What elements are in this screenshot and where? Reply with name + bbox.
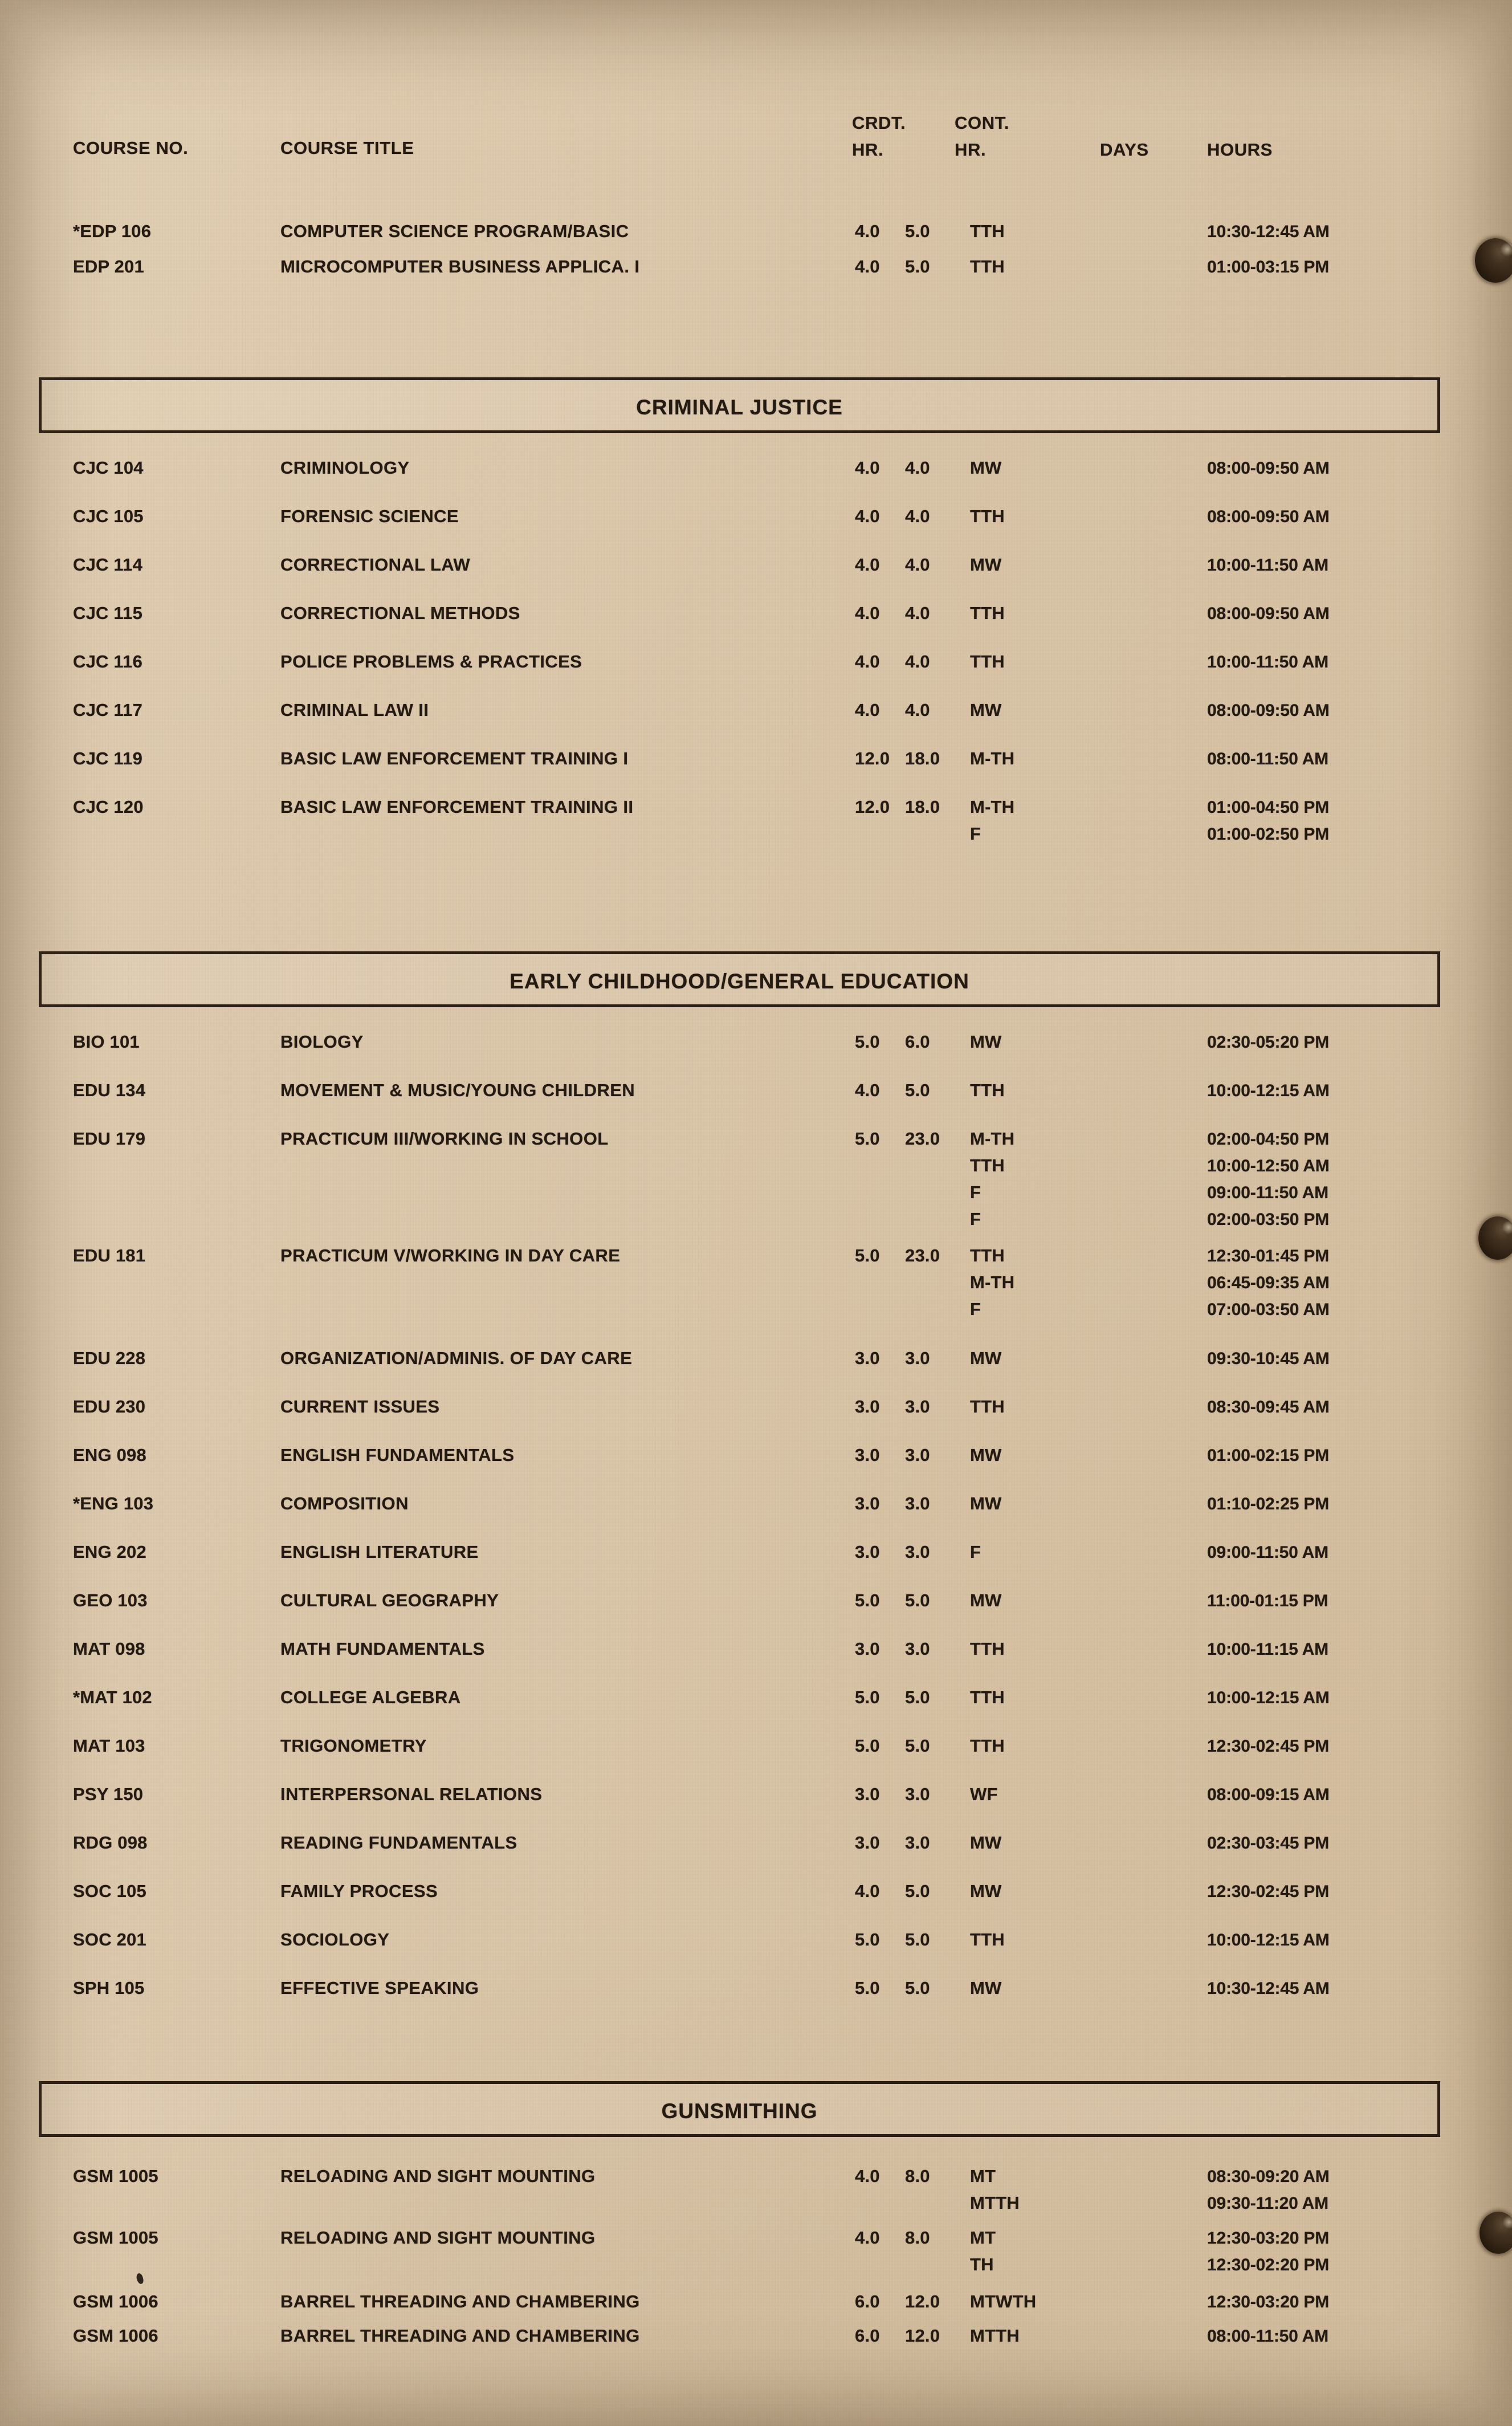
cell-course-title: SOCIOLOGY	[280, 1930, 390, 1949]
cell-days: TTH	[970, 1155, 1005, 1175]
cell-credit-hours: 3.0	[855, 1493, 880, 1513]
cell-course-title: CRIMINAL LAW II	[280, 700, 429, 720]
cell-hours: 02:30-05:20 PM	[1207, 1033, 1329, 1052]
cell-hours: 08:00-09:15 AM	[1207, 1785, 1330, 1804]
cell-contact-hours: 3.0	[905, 1493, 930, 1513]
cell-days: MW	[970, 555, 1002, 575]
section-title: CRIMINAL JUSTICE	[636, 396, 843, 419]
cell-hours: 10:00-11:15 AM	[1207, 1640, 1328, 1659]
cell-course-title: EFFECTIVE SPEAKING	[280, 1978, 479, 1998]
cell-contact-hours: 5.0	[905, 221, 930, 241]
cell-days: F	[970, 1299, 981, 1319]
cell-days: TTH	[970, 1736, 1005, 1756]
cell-contact-hours: 4.0	[905, 652, 930, 671]
cell-course-no: CJC 120	[73, 797, 144, 817]
cell-course-no: ENG 098	[73, 1445, 146, 1465]
cell-course-title: MICROCOMPUTER BUSINESS APPLICA. I	[280, 257, 640, 276]
cell-course-no: CJC 119	[73, 748, 143, 768]
cell-credit-hours: 3.0	[855, 1348, 880, 1368]
cell-credit-hours: 5.0	[855, 1590, 880, 1610]
cell-hours: 10:00-12:15 AM	[1207, 1081, 1330, 1100]
cell-course-no: GSM 1005	[73, 2166, 158, 2186]
section-banner	[39, 377, 1440, 433]
cell-credit-hours: 4.0	[855, 555, 880, 575]
cell-days: M-TH	[970, 748, 1015, 768]
cell-credit-hours: 3.0	[855, 1639, 880, 1659]
cell-contact-hours: 4.0	[905, 555, 930, 575]
cell-credit-hours: 3.0	[855, 1784, 880, 1804]
section-banner	[39, 951, 1440, 1007]
cell-course-no: *ENG 103	[73, 1493, 154, 1513]
cell-hours: 06:45-09:35 AM	[1207, 1273, 1330, 1292]
cell-course-title: ORGANIZATION/ADMINIS. OF DAY CARE	[280, 1348, 633, 1368]
cell-course-title: BASIC LAW ENFORCEMENT TRAINING I	[280, 748, 629, 768]
cell-course-title: FAMILY PROCESS	[280, 1881, 438, 1901]
cell-course-no: *MAT 102	[73, 1687, 152, 1707]
cell-hours: 02:00-04:50 PM	[1207, 1130, 1329, 1149]
cell-days: TTH	[970, 1397, 1005, 1416]
cell-contact-hours: 4.0	[905, 700, 930, 720]
cell-contact-hours: 3.0	[905, 1542, 930, 1562]
cell-days: F	[970, 1209, 981, 1229]
cell-hours: 07:00-03:50 AM	[1207, 1300, 1330, 1319]
cell-contact-hours: 3.0	[905, 1833, 930, 1853]
cell-hours: 01:00-04:50 PM	[1207, 798, 1329, 817]
cell-days: TTH	[970, 1687, 1005, 1707]
cell-course-title: RELOADING AND SIGHT MOUNTING	[280, 2228, 596, 2248]
cell-hours: 09:00-11:50 AM	[1207, 1183, 1328, 1202]
cell-hours: 09:30-10:45 AM	[1207, 1349, 1330, 1368]
cell-contact-hours: 8.0	[905, 2166, 930, 2186]
cell-credit-hours: 3.0	[855, 1833, 880, 1853]
cell-hours: 01:10-02:25 PM	[1207, 1495, 1329, 1513]
header-hours: HOURS	[1207, 140, 1273, 160]
cell-days: M-TH	[970, 1129, 1015, 1149]
ink-speck	[136, 2273, 144, 2285]
cell-credit-hours: 4.0	[855, 2228, 880, 2248]
binder-hole	[1480, 2212, 1512, 2254]
header-credit-hr-line2: HR.	[852, 140, 884, 160]
cell-contact-hours: 3.0	[905, 1348, 930, 1368]
cell-contact-hours: 5.0	[905, 1930, 930, 1949]
header-credit-hr-line1: CRDT.	[852, 113, 906, 133]
cell-days: TTH	[970, 1639, 1005, 1659]
cell-course-no: GSM 1006	[73, 2291, 158, 2311]
cell-course-title: BIOLOGY	[280, 1032, 364, 1052]
section-banner	[39, 2081, 1440, 2137]
header-course-title: COURSE TITLE	[280, 138, 414, 158]
cell-contact-hours: 4.0	[905, 506, 930, 526]
cell-hours: 10:00-12:50 AM	[1207, 1157, 1330, 1175]
cell-hours: 01:00-03:15 PM	[1207, 258, 1329, 276]
cell-course-title: CORRECTIONAL LAW	[280, 555, 471, 575]
cell-hours: 10:00-11:50 AM	[1207, 556, 1328, 575]
cell-days: WF	[970, 1784, 998, 1804]
cell-course-title: CORRECTIONAL METHODS	[280, 603, 520, 623]
cell-days: F	[970, 824, 981, 844]
cell-credit-hours: 3.0	[855, 1445, 880, 1465]
cell-days: F	[970, 1542, 981, 1562]
cell-contact-hours: 5.0	[905, 1590, 930, 1610]
cell-course-title: COMPOSITION	[280, 1493, 409, 1513]
cell-days: TH	[970, 2254, 994, 2274]
cell-contact-hours: 5.0	[905, 1978, 930, 1998]
cell-course-no: CJC 114	[73, 555, 143, 575]
cell-contact-hours: 12.0	[905, 2291, 940, 2311]
cell-days: TTH	[970, 652, 1005, 671]
cell-contact-hours: 5.0	[905, 1687, 930, 1707]
cell-credit-hours: 5.0	[855, 1687, 880, 1707]
cell-hours: 08:00-09:50 AM	[1207, 701, 1330, 720]
cell-hours: 10:30-12:45 AM	[1207, 222, 1330, 241]
cell-course-title: MATH FUNDAMENTALS	[280, 1639, 485, 1659]
header-contact-hr-line2: HR.	[955, 140, 987, 160]
cell-course-no: GSM 1006	[73, 2326, 158, 2346]
cell-course-title: FORENSIC SCIENCE	[280, 506, 459, 526]
cell-hours: 12:30-03:20 PM	[1207, 2229, 1329, 2248]
cell-course-no: CJC 105	[73, 506, 144, 526]
cell-course-no: GSM 1005	[73, 2228, 158, 2248]
cell-hours: 10:00-12:15 AM	[1207, 1931, 1330, 1949]
cell-hours: 08:00-11:50 AM	[1207, 750, 1328, 768]
cell-course-no: SPH 105	[73, 1978, 145, 1998]
cell-days: TTH	[970, 221, 1005, 241]
cell-course-no: MAT 103	[73, 1736, 145, 1756]
section-title: EARLY CHILDHOOD/GENERAL EDUCATION	[510, 970, 969, 993]
cell-course-no: SOC 201	[73, 1930, 146, 1949]
cell-contact-hours: 3.0	[905, 1784, 930, 1804]
cell-credit-hours: 4.0	[855, 2166, 880, 2186]
cell-days: TTH	[970, 257, 1005, 276]
cell-course-title: CURRENT ISSUES	[280, 1397, 440, 1416]
cell-credit-hours: 4.0	[855, 506, 880, 526]
cell-course-title: ENGLISH LITERATURE	[280, 1542, 479, 1562]
cell-course-title: COMPUTER SCIENCE PROGRAM/BASIC	[280, 221, 629, 241]
cell-days: MW	[970, 1833, 1002, 1853]
cell-credit-hours: 4.0	[855, 652, 880, 671]
cell-course-title: POLICE PROBLEMS & PRACTICES	[280, 652, 582, 671]
cell-credit-hours: 3.0	[855, 1542, 880, 1562]
cell-hours: 08:00-11:50 AM	[1207, 2327, 1328, 2346]
cell-course-title: TRIGONOMETRY	[280, 1736, 427, 1756]
cell-hours: 12:30-02:45 PM	[1207, 1737, 1329, 1756]
cell-course-title: BARREL THREADING AND CHAMBERING	[280, 2326, 640, 2346]
cell-course-no: GEO 103	[73, 1590, 148, 1610]
cell-credit-hours: 4.0	[855, 1881, 880, 1901]
cell-course-no: EDU 134	[73, 1080, 146, 1100]
header-course-no: COURSE NO.	[73, 138, 189, 158]
cell-days: TTH	[970, 1245, 1005, 1265]
cell-days: MTTH	[970, 2326, 1020, 2346]
cell-hours: 12:30-03:20 PM	[1207, 2293, 1329, 2311]
cell-credit-hours: 5.0	[855, 1129, 880, 1149]
cell-contact-hours: 5.0	[905, 1080, 930, 1100]
cell-course-no: EDU 230	[73, 1397, 146, 1416]
cell-course-title: COLLEGE ALGEBRA	[280, 1687, 461, 1707]
cell-credit-hours: 12.0	[855, 797, 890, 817]
cell-hours: 02:00-03:50 PM	[1207, 1210, 1329, 1229]
cell-course-no: SOC 105	[73, 1881, 146, 1901]
cell-course-no: EDU 181	[73, 1245, 146, 1265]
cell-hours: 08:00-09:50 AM	[1207, 604, 1330, 623]
cell-credit-hours: 5.0	[855, 1978, 880, 1998]
cell-days: MW	[970, 1590, 1002, 1610]
cell-contact-hours: 6.0	[905, 1032, 930, 1052]
cell-contact-hours: 5.0	[905, 257, 930, 276]
cell-credit-hours: 5.0	[855, 1736, 880, 1756]
cell-course-no: *EDP 106	[73, 221, 152, 241]
cell-course-no: RDG 098	[73, 1833, 148, 1853]
cell-hours: 08:00-09:50 AM	[1207, 507, 1330, 526]
cell-course-title: PRACTICUM V/WORKING IN DAY CARE	[280, 1245, 621, 1265]
cell-contact-hours: 23.0	[905, 1129, 940, 1149]
cell-credit-hours: 4.0	[855, 458, 880, 478]
cell-course-no: MAT 098	[73, 1639, 145, 1659]
cell-days: TTH	[970, 603, 1005, 623]
cell-days: MTTH	[970, 2193, 1020, 2213]
cell-course-no: CJC 104	[73, 458, 144, 478]
cell-contact-hours: 4.0	[905, 458, 930, 478]
cell-days: MT	[970, 2166, 996, 2186]
cell-course-no: EDU 228	[73, 1348, 146, 1368]
cell-days: MW	[970, 1348, 1002, 1368]
cell-hours: 10:30-12:45 AM	[1207, 1979, 1330, 1998]
cell-credit-hours: 12.0	[855, 748, 890, 768]
cell-course-no: CJC 115	[73, 603, 143, 623]
cell-course-title: MOVEMENT & MUSIC/YOUNG CHILDREN	[280, 1080, 635, 1100]
cell-course-title: ENGLISH FUNDAMENTALS	[280, 1445, 515, 1465]
cell-days: MW	[970, 1445, 1002, 1465]
cell-days: M-TH	[970, 1272, 1015, 1292]
cell-days: MTWTH	[970, 2291, 1037, 2311]
cell-hours: 01:00-02:15 PM	[1207, 1446, 1329, 1465]
cell-hours: 08:00-09:50 AM	[1207, 459, 1330, 478]
cell-days: MW	[970, 1978, 1002, 1998]
cell-contact-hours: 4.0	[905, 603, 930, 623]
cell-hours: 12:30-02:20 PM	[1207, 2256, 1329, 2274]
cell-course-title: BARREL THREADING AND CHAMBERING	[280, 2291, 640, 2311]
cell-days: TTH	[970, 1930, 1005, 1949]
header-days: DAYS	[1100, 140, 1149, 160]
cell-course-no: PSY 150	[73, 1784, 144, 1804]
cell-days: MW	[970, 1493, 1002, 1513]
cell-course-no: EDU 179	[73, 1129, 146, 1149]
cell-hours: 12:30-01:45 PM	[1207, 1247, 1329, 1265]
cell-credit-hours: 4.0	[855, 257, 880, 276]
cell-contact-hours: 18.0	[905, 748, 940, 768]
cell-hours: 08:30-09:45 AM	[1207, 1398, 1330, 1416]
cell-hours: 01:00-02:50 PM	[1207, 825, 1329, 844]
cell-credit-hours: 6.0	[855, 2291, 880, 2311]
cell-hours: 09:30-11:20 AM	[1207, 2194, 1328, 2213]
binder-hole	[1478, 1216, 1512, 1260]
cell-hours: 08:30-09:20 AM	[1207, 2167, 1330, 2186]
cell-days: MT	[970, 2228, 996, 2248]
cell-course-title: CRIMINOLOGY	[280, 458, 410, 478]
binder-hole	[1475, 238, 1512, 283]
cell-course-title: READING FUNDAMENTALS	[280, 1833, 517, 1853]
cell-course-no: CJC 117	[73, 700, 143, 720]
cell-hours: 09:00-11:50 AM	[1207, 1543, 1328, 1562]
header-contact-hr-line1: CONT.	[955, 113, 1009, 133]
cell-credit-hours: 4.0	[855, 221, 880, 241]
cell-contact-hours: 8.0	[905, 2228, 930, 2248]
cell-days: M-TH	[970, 797, 1015, 817]
cell-contact-hours: 12.0	[905, 2326, 940, 2346]
cell-hours: 10:00-12:15 AM	[1207, 1688, 1330, 1707]
cell-course-title: RELOADING AND SIGHT MOUNTING	[280, 2166, 596, 2186]
cell-hours: 12:30-02:45 PM	[1207, 1882, 1329, 1901]
cell-days: F	[970, 1182, 981, 1202]
cell-course-title: INTERPERSONAL RELATIONS	[280, 1784, 543, 1804]
cell-course-no: BIO 101	[73, 1032, 140, 1052]
cell-contact-hours: 5.0	[905, 1736, 930, 1756]
cell-days: MW	[970, 1032, 1002, 1052]
cell-days: MW	[970, 700, 1002, 720]
cell-credit-hours: 6.0	[855, 2326, 880, 2346]
cell-days: TTH	[970, 506, 1005, 526]
cell-contact-hours: 5.0	[905, 1881, 930, 1901]
cell-contact-hours: 3.0	[905, 1445, 930, 1465]
cell-contact-hours: 18.0	[905, 797, 940, 817]
cell-credit-hours: 4.0	[855, 603, 880, 623]
cell-course-no: EDP 201	[73, 257, 144, 276]
cell-credit-hours: 3.0	[855, 1397, 880, 1416]
cell-hours: 10:00-11:50 AM	[1207, 653, 1328, 671]
cell-credit-hours: 5.0	[855, 1930, 880, 1949]
cell-contact-hours: 3.0	[905, 1397, 930, 1416]
cell-contact-hours: 3.0	[905, 1639, 930, 1659]
cell-contact-hours: 23.0	[905, 1245, 940, 1265]
cell-credit-hours: 4.0	[855, 1080, 880, 1100]
cell-credit-hours: 5.0	[855, 1032, 880, 1052]
cell-days: MW	[970, 458, 1002, 478]
cell-hours: 11:00-01:15 PM	[1207, 1591, 1328, 1610]
cell-credit-hours: 4.0	[855, 700, 880, 720]
cell-days: TTH	[970, 1080, 1005, 1100]
section-title: GUNSMITHING	[661, 2099, 818, 2123]
cell-course-no: CJC 116	[73, 652, 143, 671]
cell-credit-hours: 5.0	[855, 1245, 880, 1265]
cell-hours: 02:30-03:45 PM	[1207, 1834, 1329, 1853]
cell-course-title: BASIC LAW ENFORCEMENT TRAINING II	[280, 797, 634, 817]
cell-course-title: PRACTICUM III/WORKING IN SCHOOL	[280, 1129, 609, 1149]
cell-course-no: ENG 202	[73, 1542, 146, 1562]
cell-days: MW	[970, 1881, 1002, 1901]
cell-course-title: CULTURAL GEOGRAPHY	[280, 1590, 499, 1610]
